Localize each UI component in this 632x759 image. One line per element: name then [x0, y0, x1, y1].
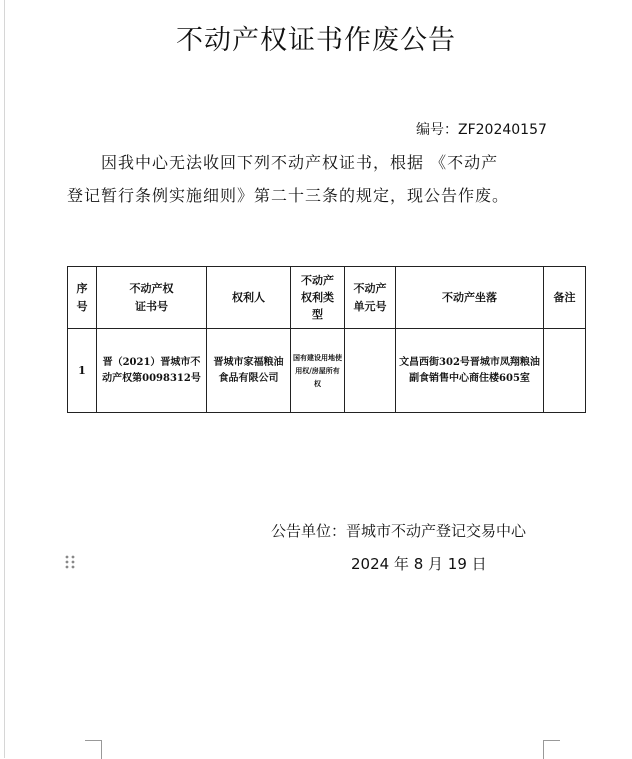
cell-owner: 晋城市家福粮油食品有限公司 — [207, 329, 291, 413]
page-left-edge — [4, 0, 5, 758]
table-header-row — [68, 267, 586, 329]
page-corner-mark-right — [543, 740, 560, 759]
cell-unit-no — [345, 329, 396, 413]
header-unit-no: 不动产 单元号 — [345, 267, 396, 329]
table-row — [68, 329, 586, 413]
header-right-type: 不动产 权利类 型 — [291, 267, 345, 329]
header-seq: 序 号 — [68, 267, 97, 329]
header-location: 不动产坐落 — [396, 267, 544, 329]
document-number: 编号：ZF20240157 — [416, 122, 547, 138]
body-paragraph-line-2: 登记暂行条例实施细则》第二十三条的规定，现公告作废。 — [67, 186, 510, 205]
header-remarks: 备注 — [544, 267, 586, 329]
cell-seq: 1 — [68, 329, 97, 413]
page-corner-mark-left — [85, 740, 102, 759]
body-paragraph-line-1: 因我中心无法收回下列不动产权证书，根据 《不动产 — [101, 153, 499, 172]
certificate-table — [67, 266, 586, 413]
drag-handle-icon[interactable] — [64, 554, 76, 570]
cell-right-type: 国有建设用地使用权/房屋所有权 — [291, 329, 345, 413]
issuing-unit: 公告单位：晋城市不动产登记交易中心 — [271, 522, 527, 540]
page-title: 不动产权证书作废公告 — [176, 25, 456, 56]
cell-remarks — [544, 329, 586, 413]
announcement-date: 2024 年 8 月 19 日 — [351, 555, 487, 573]
cell-cert-no: 晋（2021）晋城市不动产权第0098312号 — [97, 329, 207, 413]
header-owner: 权利人 — [207, 267, 291, 329]
header-cert-no: 不动产权 证书号 — [97, 267, 207, 329]
cell-location: 文昌西街302号晋城市凤翔粮油副食销售中心商住楼605室 — [396, 329, 544, 413]
